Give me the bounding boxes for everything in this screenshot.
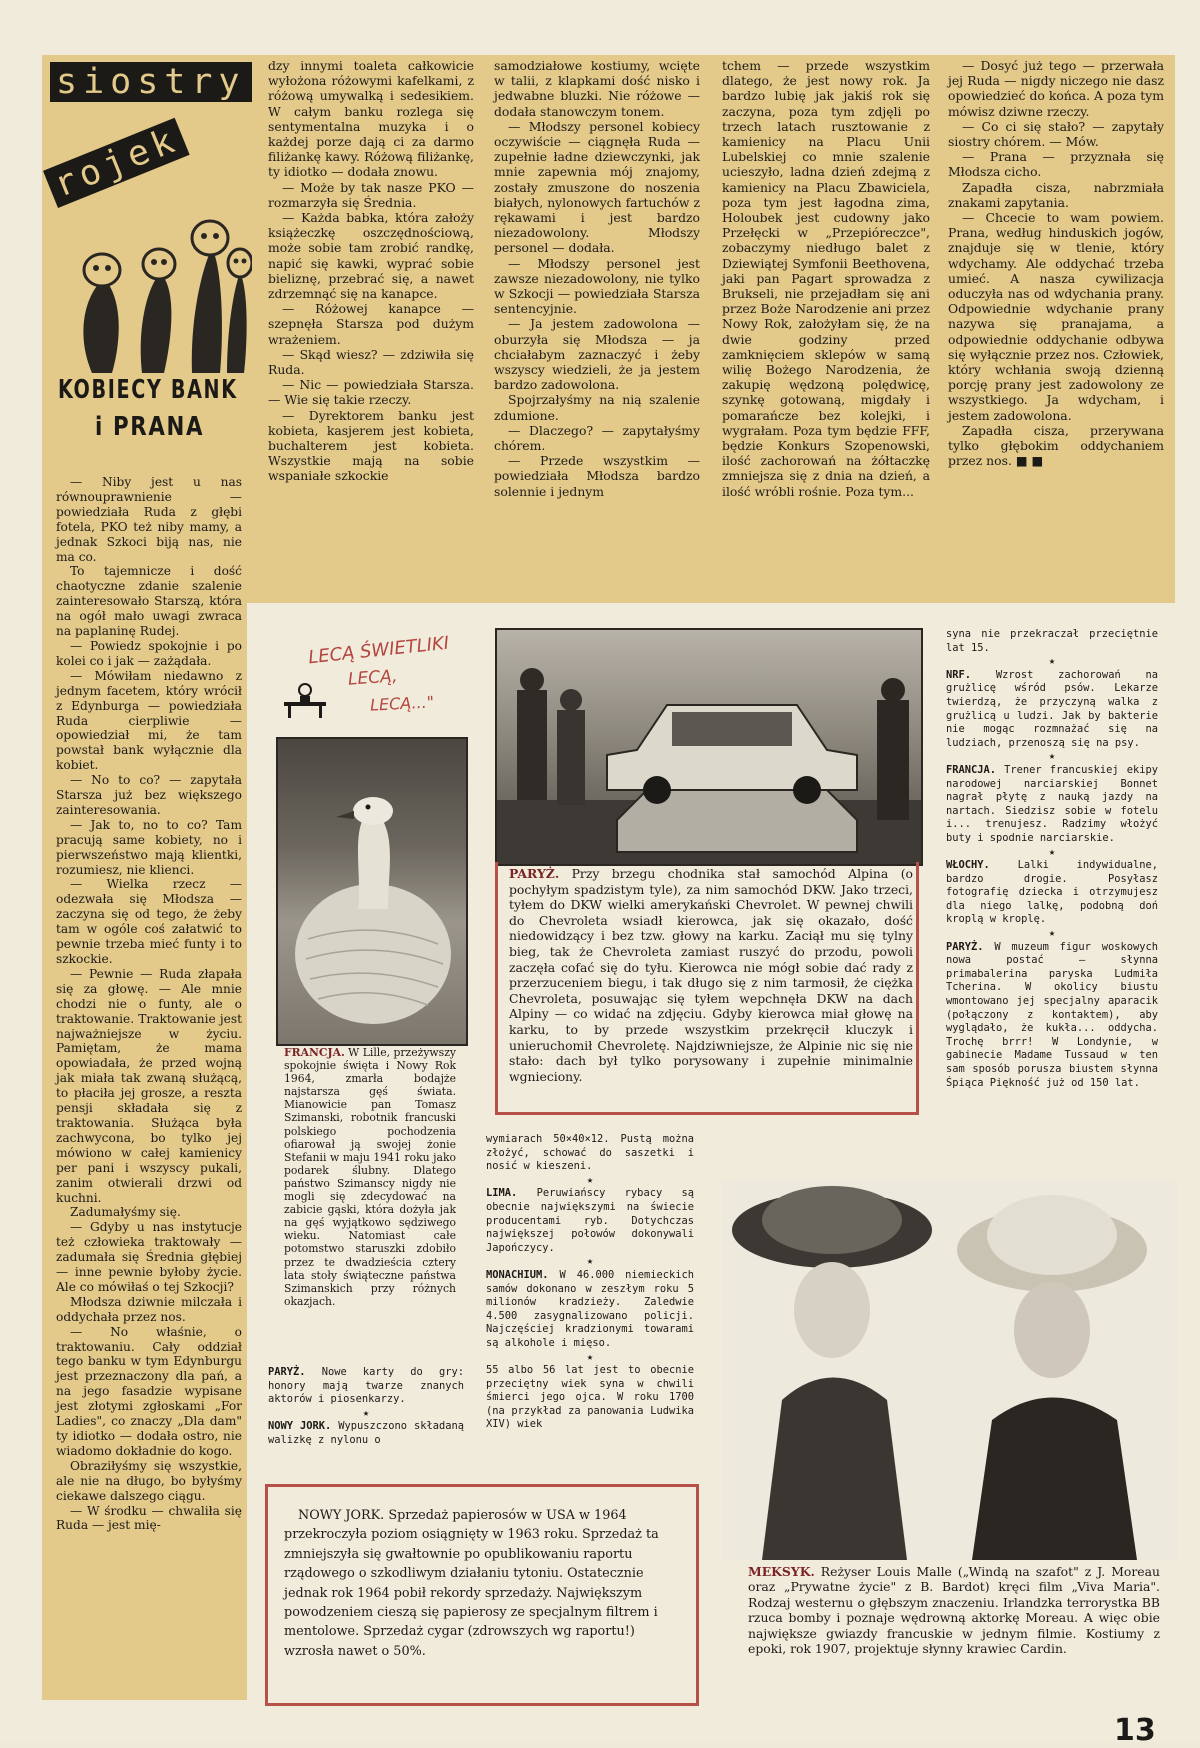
car-photo [495, 628, 923, 866]
title-block [48, 58, 268, 378]
paragraph: — Ja jestem zadowolona — oburzyła się Młodsza — ja chciałabym zaznaczyć i żeby wszyscy wiedzieli, że ja jestem bardzo zadowolona. [494, 316, 700, 393]
brief-item [946, 941, 1158, 1091]
brief-item [946, 669, 1158, 751]
brief-text: Trener francuskiej ekipy narodowej narciarskiej Bonnet nagrał płytę z nauką jazdy na nartach. Siedzisz sobie w fotelu i... trenujesz. Radzimy włożyć buty i spodnie narciarskie. [946, 763, 1158, 844]
briefs-right [946, 628, 1158, 1090]
brief-item [946, 764, 1158, 846]
brief-city: FRANCJA. [946, 763, 997, 776]
star-separator: ★ [1048, 927, 1056, 940]
desk-figure-icon [280, 680, 330, 720]
paragraph: — Młodszy personel jest zawsze niezadowolony, nie tylko w Szkocji — powiedziała Starsza sentencyjnie. [494, 255, 700, 317]
actresses-illustration [722, 1180, 1178, 1560]
paragraph: samodziałowe kostiumy, wcięte w talii, z klapkami dość nisko i jedwabne bluzki. Nie różowe — dodała stanowczym tonem. [494, 58, 700, 119]
paragraph: — Przede wszystkim — powiedziała Młodsza bardzo solennie i jednym [494, 453, 700, 499]
title-rojek: rojek [43, 118, 190, 208]
paragraph: — Dyrektorem banku jest kobieta, kasjerem jest kobieta, buchalterem jest kobieta. Wszystkie mają na sobie wspaniałe szkockie [268, 407, 474, 484]
brief-text: Wypuszczono składaną walizkę z nylonu o [268, 1420, 464, 1446]
subtitle-i-prana: i PRANA [95, 412, 205, 442]
brief-text: Nowe karty do gry: honory mają twarze znanych aktorów i piosenkarzy. [268, 1366, 464, 1406]
brief-item [486, 1133, 694, 1174]
briefs-left [268, 1366, 464, 1448]
paragraph: — W środku — chwaliła się Ruda — jest mię- [56, 1503, 242, 1533]
brief-city: WŁOCHY. [946, 859, 990, 872]
paragraph: — Chcecie to wam powiem. Prana, według hinduskich jogów, znajduje się w tlenie, który wdychamy. Ale oddychać trzeba umieć. A nasza cywilizacja oduczyła nas od wdychania prany. Odpowiednie wdychanie prany nazywa się pranajama, a odpowiednie oddychanie odbywa się wyłącznie przez nos. Człowiek, który wchłania swoją dzienną porcję prany jest zadowolony ze wszystkiego. Ja wdycham, i jestem zadowolona. [948, 210, 1164, 423]
brief-item [268, 1366, 464, 1407]
caption-text: Przy brzegu chodnika stał samochód Alpina (o pochyłym spadzistym tyle), za nim samochód DKW. Jako trzeci, tyłem do DKW wielki amerykański Chevrolet. W pewnej chwili do Chevroleta wsiadł kierowca, jak się okazało, dość niedowidzący i bez tzw. głowy na karku. Zaciął mu się tylny bieg, tak że Chevroleta zamiast ruszyć do przodu, powoli zaczęła cofać się do tyłu. Kierowca nie mógł sobie dać rady z przerzuceniem biegu, i tak długo się z nim tarmosił, że ciężka Chevroleta, posuwając się tyłem wepchnęła DKW na dach Alpiny — co widać na zdjęciu. Gdyby kierowca miał głowę na karku, to by przede wszystkim przekręcił kluczyk i unieruchomił Chevroletę. Najdziwniejsze, że Alpinie nic się nie stało: dach był tylko porysowany i zupełnie minimalnie wgnieciony. [509, 866, 913, 1084]
brief-item [268, 1420, 464, 1447]
paragraph: — No właśnie, o traktowaniu. Cały oddział tego banku w tym Edynburgu jest przeznaczony dla pań, a na jego fasadzie wypisane jest złotymi zgłoskami „For Ladies", co znaczy „Dla dam" ty idiotko — dodała ostro, nie wiadomo dokładnie do kogo. [56, 1324, 242, 1458]
paragraph: — Może by tak nasze PKO — rozmarzyła się Średnia. [268, 179, 474, 210]
caption-text: W Lille, przeżywszy spokojnie święta i Nowy Rok 1964, zmarła bodajże najstarsza gęś świata. Mianowicie pan Tomasz Szimanski, robotnik francuski polskiego pochodzenia ofiarował ją swojej żonie Stefanii w maju 1941 roku jako podarek ślubny. Dlatego państwo Szimanscy nigdy nie mogli się zdecydować na zabicie gąski, która dożyła jak na gęś wyjątkowo sędziwego wieku. Natomiast całe potomstwo staruszki zdobiło przez te dwadzieścia cztery lata stoły świąteczne państwa Szimanskich przy różnych okazjach. [284, 1046, 456, 1308]
movie-photo [722, 1180, 1178, 1560]
brief-city: LIMA. [486, 1187, 518, 1200]
cars-illustration [497, 630, 921, 864]
paragraph: — Nic — powiedziała Starsza. — Wie się takie rzeczy. [268, 377, 474, 408]
paragraph: — Niby jest u nas równouprawnienie — powiedziała Ruda z głębi fotela, PKO też niby mamy, a jednak Szkoci biją nas, nie ma co. [56, 475, 242, 564]
paragraph: — Pewnie — Ruda złapała się za głowę. — Ale mnie chodzi nie o funty, ale o traktowanie. Traktowanie jest najważniejsze w życiu. Pamiętam, że mama opowiadała, że przed wojną jak miała tak zwaną służącą, to płaciła jej grosze, a reszta pensji składała się z traktowania. Służąca była zachwycona, bo tylko jej mówiono w całej kamienicy per pani i wszyscy pukali, zanim otwierali drzwi od kuchni. [56, 966, 242, 1205]
brief-text: 55 albo 56 lat jest to obecnie przeciętny wiek syna w chwili śmierci jego ojca. W roku 1700 (na przykład za panowania Ludwika XIV) wiek [486, 1364, 694, 1431]
star-separator: ★ [362, 1406, 370, 1419]
brief-text: W muzeum figur woskowych nowa postać — słynna primabalerina paryska Ludmiła Tcherina. W okolicy biustu wmontowano jej specjalny aparacik (połączony z kontaktem), aby wyglądało, że kukła... oddycha. Trochę brrr! W Londynie, w gabinecie Madame Tussaud w ten sam sposób porusza biustem słynna Śpiąca Piękność już od 150 lat. [946, 940, 1158, 1089]
page-number: 13 [1114, 1713, 1156, 1748]
paragraph: Obraziłyśmy się wszystkie, ale nie na długo, bo byłyśmy ciekawe dalszego ciągu. [56, 1458, 242, 1503]
brief-text: syna nie przekraczał przeciętnie lat 15. [946, 628, 1158, 654]
star-separator: ★ [1048, 845, 1056, 858]
brief-city: MONACHIUM. [486, 1268, 549, 1281]
brief-item [946, 859, 1158, 927]
paragraph: — Prana — przyznała się Młodsza cicho. [948, 149, 1164, 180]
paragraph: tchem — przede wszystkim dlatego, że jest nowy rok. Ja bardzo lubię jak jakiś rok się zaczyna, poza tym zdjęli po trzech latach rusztowanie z kamienicy na Placu Unii Lubelskiej co mnie szalenie ucieszyło, ladna dzień zdejmą z kamienicy na Placu Zbawiciela, poza tym jest łagodna zima, Holoubek jest cudowny jako Przełęcki w „Przepióreczce", zobaczymy niedługo balet z Dziewiątej Symfonii Beethovena, jaki pan Pagart sprowadza z Brukseli, nie przejadłam się ani przez Boże Narodzenie ani przez Nowy Rok, założyłam się, że na dwie godziny przed zamknięciem sklepów w samą wilię Bożego Narodzenia, że zakupię wędzoną polędwicę, szynkę gotowaną, migdały i pomarańcze bez kolejki, i wygrałam. Poza tym będzie FFF, będzie Konkurs Szopenowski, ilość zachorowań na żółtaczkę zmniejsza się z dnia na dzień, a ilość wróbli rośnie. Poza tym... [722, 58, 930, 499]
star-separator: ★ [1048, 750, 1056, 763]
news-box-text [284, 1506, 676, 1661]
brief-item [946, 628, 1158, 655]
section-heading-1: LECĄ ŚWIETLIKI [307, 632, 451, 669]
goose-illustration [278, 739, 466, 1044]
brief-item [486, 1364, 694, 1432]
paragraph: — Każda babka, która założy książeczkę oszczędnościową, może sobie tam zrobić randkę, napić się kawki, wyprać sobie bieliznę, przebrać się, a nawet zdrzemnąć się na kanapce. [268, 210, 474, 302]
brief-text: W 46.000 niemieckich samów dokonano w zeszłym roku 5 milionów kradzieży. Zaledwie 4.500 zasygnalizowano policji. Najczęściej kradzionymi towarami są alkohole i mięso. [486, 1268, 694, 1349]
paragraph: — Młodszy personel kobiecy oczywiście — ciągnęła Ruda — zupełnie ładne dziewczynki, jak mnie zapewnia mój znajomy, zostały zmuszone do noszenia białych, nylonowych fartuchów z rękawami i jest bardzo niezadowolony. Młodszy personel — dodała. [494, 118, 700, 256]
star-separator: ★ [586, 1255, 594, 1268]
news-box-city: NOWY JORK. [298, 1508, 385, 1523]
paragraph: Zadumałyśmy się. [70, 1205, 181, 1220]
paragraph: — Dlaczego? — zapytałyśmy chórem. [494, 422, 700, 454]
paragraph: — Co ci się stało? — zapytały siostry chórem. — Mów. [948, 118, 1164, 150]
caption-city: PARYŻ. [509, 866, 560, 881]
paragraph: dzy innymi toaleta całkowicie wyłożona różowymi kafelkami, z różową umywalką i sedesikiem. W całym banku rozlega się sentymentalna muzyka i o każdej porze dają ci za darmo filiżankę kawy. Różową filiżankę, ty idiotko — dodała znowu. [268, 58, 474, 180]
article-column-3 [494, 58, 700, 499]
brief-city: PARYŻ. [268, 1366, 306, 1378]
paragraph: — Wielka rzecz — odezwała się Młodsza — zaczyna się od tego, że żeby tam w ogóle coś załatwić to pewnie trzeba mieć funty i to szkockie. [56, 877, 242, 966]
paragraph: Zapadła cisza, przerywana tylko głębokim oddychaniem przez nos. ■ ■ [948, 422, 1164, 469]
caption-city: FRANCJA. [284, 1046, 345, 1059]
caption-city: MEKSYK. [748, 1564, 815, 1579]
brief-text: wymiarach 50×40×12. Pustą można złożyć, schować do saszetki i nosić w kieszeni. [486, 1133, 694, 1173]
paragraph: — Skąd wiesz? — zdziwiła się Ruda. [268, 346, 474, 378]
brief-text: Lalki indywidualne, bardzo drogie. Posyłasz fotografię dziecka i otrzymujesz dla niego lalkę, podobną doń kroplą w kroplę. [946, 859, 1158, 926]
briefs-middle [486, 1133, 694, 1432]
brief-item [486, 1269, 694, 1351]
caption-text: Reżyser Louis Malle („Windą na szafot" z J. Moreau oraz „Prywatne życie" z B. Bardot) kręci film „Viva Maria". Rodzaj westernu o głębszym znaczeniu. Irlandzka terrorystka BB rzuca bomby i poznaje wędrowną aktorkę Moreau. A więc obie największe gwiazdy francuskie w jednym filmie. Kostiumy z epoki, rok 1907, projektuje słynny krawiec Cardin. [748, 1564, 1160, 1657]
paragraph: Młodsza dziwnie milczała i oddychała przez nos. [56, 1294, 242, 1324]
paragraph: To tajemnicze i dość chaotyczne zdanie szalenie zainteresowało Starszą, która na ogół mało uwagi zwraca na paplaninę Rudej. [56, 564, 242, 639]
paragraph: — Powiedz spokojnie i po kolei co i jak — zażądała. [56, 638, 242, 668]
goose-caption [284, 1046, 456, 1308]
title-siostry: siostry [50, 62, 252, 102]
star-separator: ★ [1048, 655, 1056, 668]
brief-city: PARYŻ. [946, 940, 984, 953]
paragraph: Zapadła cisza, nabrzmiała znakami zapytania. [948, 179, 1164, 210]
paragraph: — No to co? — zapytała Starsza już bez większego zainteresowania. [56, 773, 242, 817]
section-heading-2: LECĄ, [347, 666, 399, 690]
star-separator: ★ [586, 1350, 594, 1363]
brief-city: NRF. [946, 668, 972, 681]
movie-caption [748, 1564, 1160, 1656]
section-heading-3: LECĄ..." [369, 692, 435, 715]
article-column-4 [722, 58, 930, 499]
star-separator: ★ [586, 1173, 594, 1186]
paragraph: — Mówiłam niedawno z jednym facetem, który wrócił z Edynburga — powiedziała Ruda cierpliwie — opowiedział mi, że tam powstał bank wyłącznie dla kobiet. [56, 668, 242, 773]
goose-photo [276, 737, 468, 1046]
paragraph: — Dosyć już tego — przerwała jej Ruda — nigdy niczego nie dasz opowiedzieć do końca. A poza tym mówisz dziwne rzeczy. [948, 58, 1164, 119]
sisters-illustration [52, 178, 252, 378]
brief-text: Peruwiańscy rybacy są obecnie największymi na świecie producentami ryb. Dotychczas największej połowów dokonywali Japończycy. [486, 1187, 694, 1254]
article-column-1 [56, 475, 242, 1533]
news-box-paragraph [284, 1506, 676, 1661]
brief-item [486, 1187, 694, 1255]
brief-city: NOWY JORK. [268, 1420, 332, 1433]
news-box-body: Sprzedaż papierosów w USA w 1964 przekroczyła poziom osiągnięty w 1963 roku. Sprzedaż ta zmniejszyła się gwałtownie po opublikowaniu raportu rządowego o szkodliwym działaniu tytoniu. Ostatecznie jednak rok 1964 pobił rekordy sprzedaży. Największym powodzeniem cieszą się papierosy ze specjalnym filtrem i mentolowe. Sprzedaż cygar (zdrowszych wg raportu!) wzrosła nawet o 50%. [284, 1508, 659, 1659]
paragraph: Spojrzałyśmy na nią szalenie zdumione. [494, 392, 700, 423]
car-caption [509, 866, 913, 1084]
article-column-5 [948, 58, 1164, 468]
brief-text: Wzrost zachorowań na grużlicę wśród psów. Lekarze twierdzą, że przyczyną walka z grużlicą u ludzi. Jak by bakterie nie mogąc rozmnażać się na ludziach, przenoszą się na psy. [946, 668, 1158, 749]
article-column-2 [268, 58, 474, 484]
paragraph: — Gdyby u nas instytucje też człowieka traktowały — zadumała się Średnia głębiej — inne pewnie byłoby życie. Ale co mówiłaś o tej Szkocji? [56, 1220, 242, 1294]
subtitle-kobiecy-bank: KOBIECY BANK [58, 375, 238, 405]
paragraph: — Różowej kanapce — szepnęła Starsza pod dużym wrażeniem. [268, 301, 474, 347]
paragraph: — Jak to, no to co? Tam pracują same kobiety, no i pierwszeństwo mają klientki, rozumiesz, nie klienci. [56, 817, 242, 877]
